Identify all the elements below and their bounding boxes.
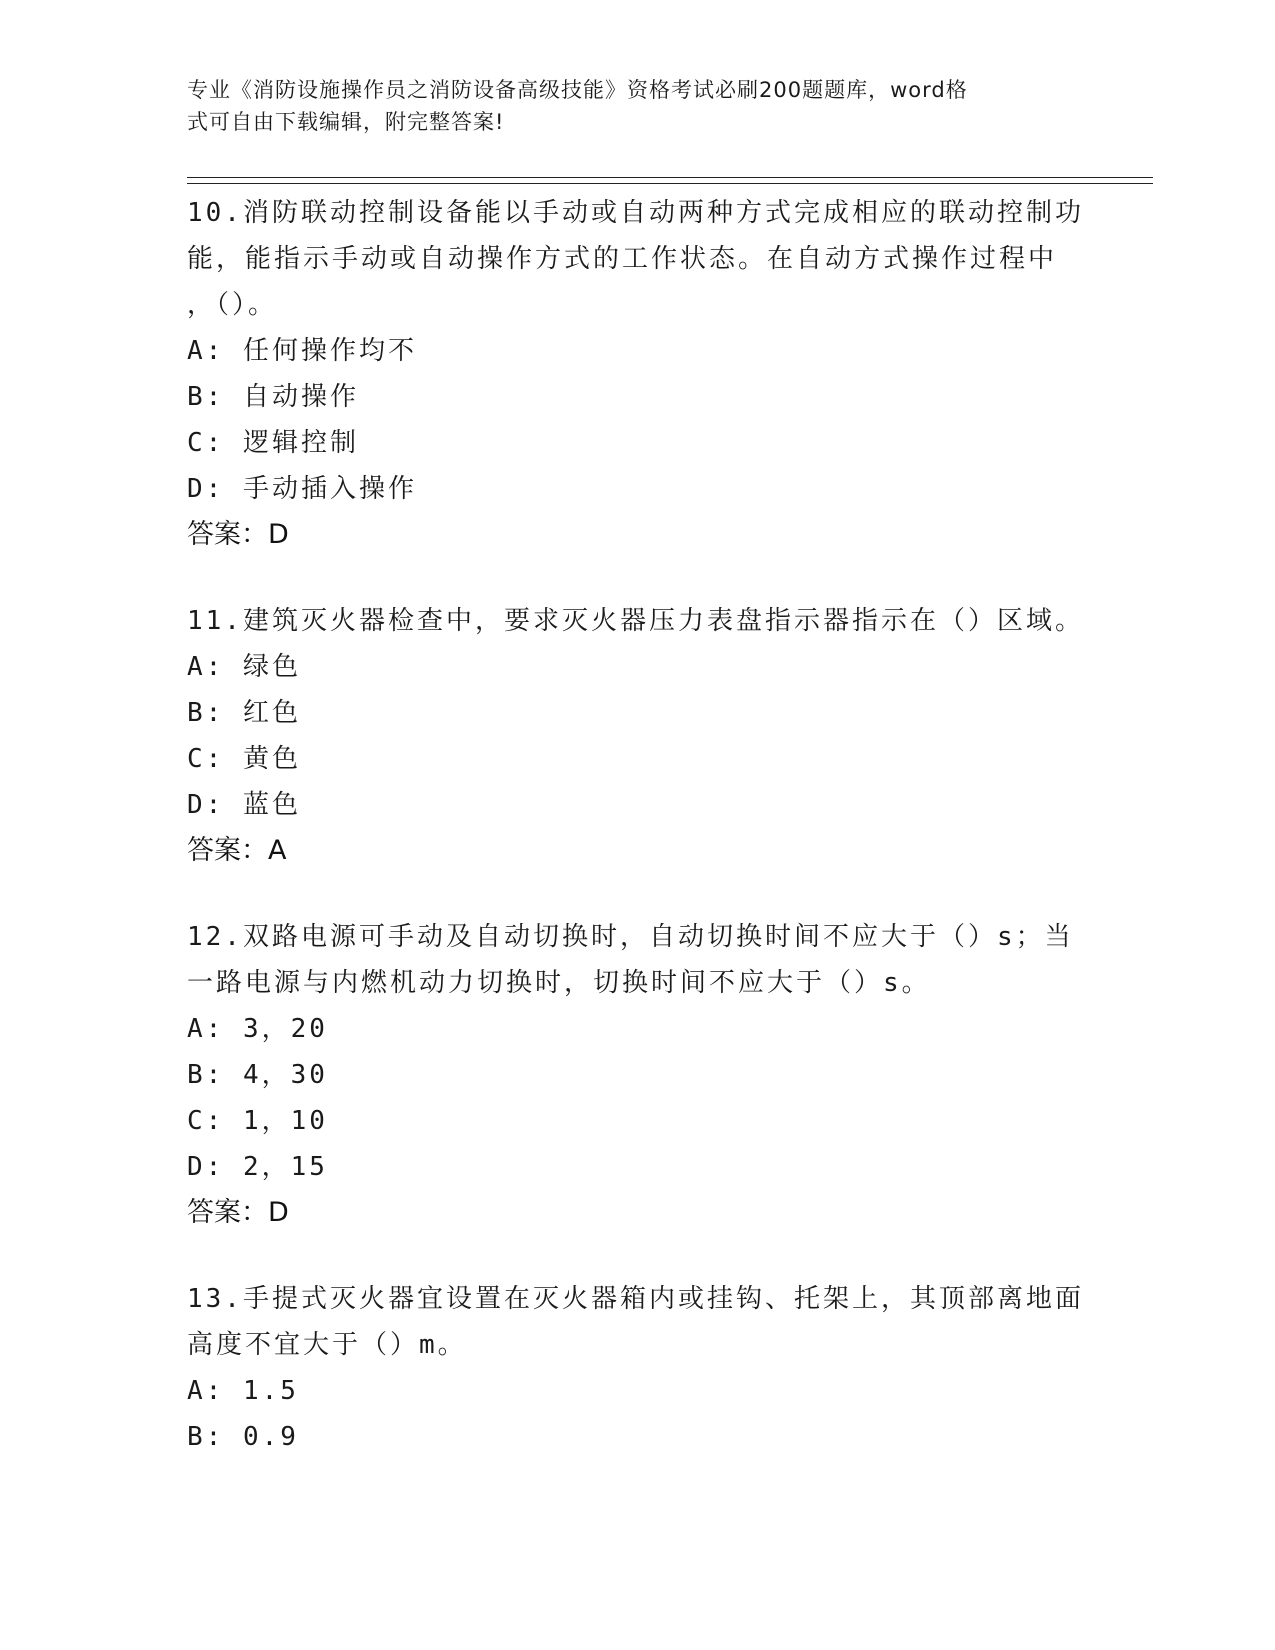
question-10 [187, 190, 1087, 558]
question-stem-line: 高度不宜大于（）m。 [187, 1330, 467, 1360]
option-b: B: 0.9 [187, 1422, 299, 1452]
option-a: A: 3，20 [187, 1014, 328, 1044]
question-stem-line: ，（）。 [187, 290, 278, 320]
option-a: A: 绿色 [187, 652, 301, 682]
header-line-1: 专业《消防设施操作员之消防设备高级技能》资格考试必刷200题题库，word格 [187, 78, 968, 102]
header-divider-top [187, 177, 1153, 178]
document-header [187, 74, 1067, 138]
option-c: C: 1，10 [187, 1106, 328, 1136]
question-stem-line: 13.手提式灭火器宜设置在灭火器箱内或挂钩、托架上，其顶部离地面 [187, 1284, 1084, 1314]
question-stem-line: 12.双路电源可手动及自动切换时，自动切换时间不应大于（）s；当 [187, 922, 1074, 952]
question-list [187, 190, 1087, 1500]
option-a: A: 1.5 [187, 1376, 299, 1406]
question-stem-line: 一路电源与内燃机动力切换时，切换时间不应大于（）s。 [187, 968, 931, 998]
option-d: D: 手动插入操作 [187, 474, 417, 504]
question-stem-line: 11.建筑灭火器检查中，要求灭火器压力表盘指示器指示在（）区域。 [187, 606, 1084, 636]
answer-line: 答案：D [187, 1197, 289, 1228]
question-13 [187, 1276, 1087, 1460]
question-stem-line: 能，能指示手动或自动操作方式的工作状态。在自动方式操作过程中 [187, 244, 1058, 274]
option-d: D: 2，15 [187, 1152, 328, 1182]
option-b: B: 自动操作 [187, 382, 359, 412]
header-divider-bottom [187, 183, 1153, 184]
question-11 [187, 598, 1087, 874]
option-b: B: 4，30 [187, 1060, 328, 1090]
header-line-2: 式可自由下载编辑，附完整答案! [187, 110, 505, 134]
option-c: C: 逻辑控制 [187, 428, 359, 458]
answer-line: 答案：A [187, 835, 287, 866]
option-a: A: 任何操作均不 [187, 336, 417, 366]
option-b: B: 红色 [187, 698, 301, 728]
option-c: C: 黄色 [187, 744, 301, 774]
question-12 [187, 914, 1087, 1236]
answer-line: 答案：D [187, 519, 289, 550]
option-d: D: 蓝色 [187, 790, 301, 820]
question-stem-line: 10.消防联动控制设备能以手动或自动两种方式完成相应的联动控制功 [187, 198, 1084, 228]
